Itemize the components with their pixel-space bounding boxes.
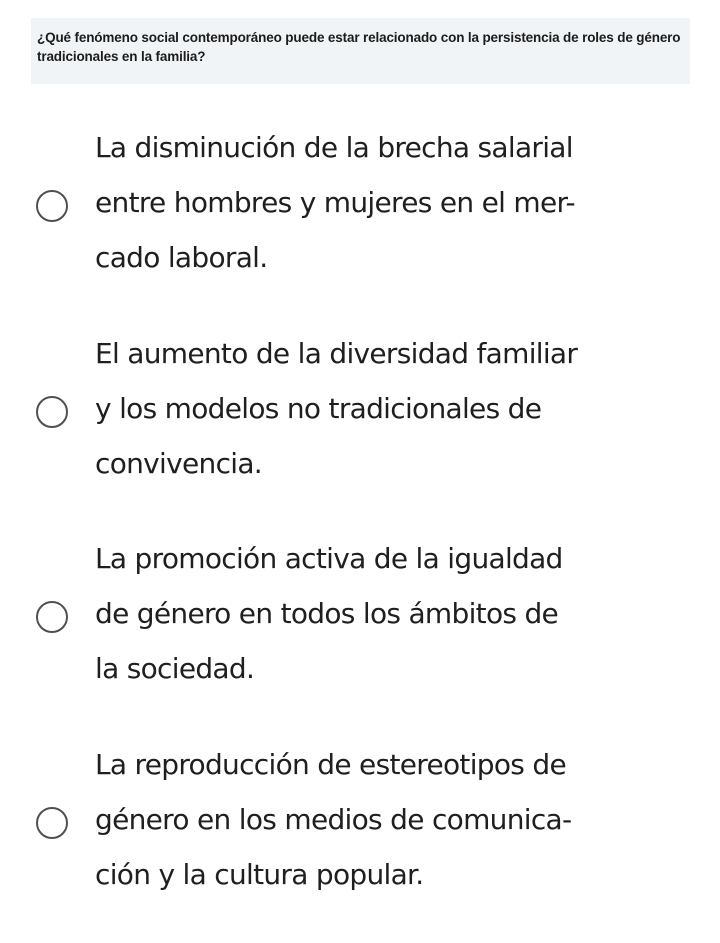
answer-option-4-line-2: género en los medios de comunica- [95, 803, 572, 836]
answer-option-2-line-3: convivencia. [95, 447, 262, 480]
answer-option-1[interactable] [0, 120, 720, 300]
answer-option-3-line-1: La promoción activa de la igualdad [95, 542, 563, 575]
question-text: ¿Qué fenómeno social contemporáneo puede estar relacionado con la persistencia de roles de género tradicionales en la familia? [37, 30, 681, 64]
answer-option-3-label [95, 531, 655, 696]
question-panel [31, 18, 690, 84]
answer-option-1-label [95, 120, 655, 285]
radio-button-4[interactable] [36, 807, 68, 839]
radio-button-1[interactable] [36, 190, 68, 222]
answer-option-1-line-3: cado laboral. [95, 241, 268, 274]
answer-option-4-line-1: La reproducción de estereotipos de [95, 748, 566, 781]
answer-option-2-line-2: y los modelos no tradicionales de [95, 392, 542, 425]
answer-option-3-line-2: de género en todos los ámbitos de [95, 597, 559, 630]
answer-option-3[interactable] [0, 531, 720, 711]
answer-option-3-line-3: la sociedad. [95, 652, 255, 685]
answer-option-4-line-3: ción y la cultura popular. [95, 858, 424, 891]
answer-option-2-label [95, 326, 655, 491]
answer-option-2-line-1: El aumento de la diversidad familiar [95, 337, 578, 370]
answer-option-4[interactable] [0, 737, 720, 917]
answer-option-1-line-1: La disminución de la brecha salarial [95, 131, 573, 164]
answer-option-1-line-2: entre hombres y mujeres en el mer- [95, 186, 575, 219]
answer-option-4-label [95, 737, 655, 902]
radio-button-3[interactable] [36, 601, 68, 633]
answer-option-2[interactable] [0, 326, 720, 506]
radio-button-2[interactable] [36, 396, 68, 428]
